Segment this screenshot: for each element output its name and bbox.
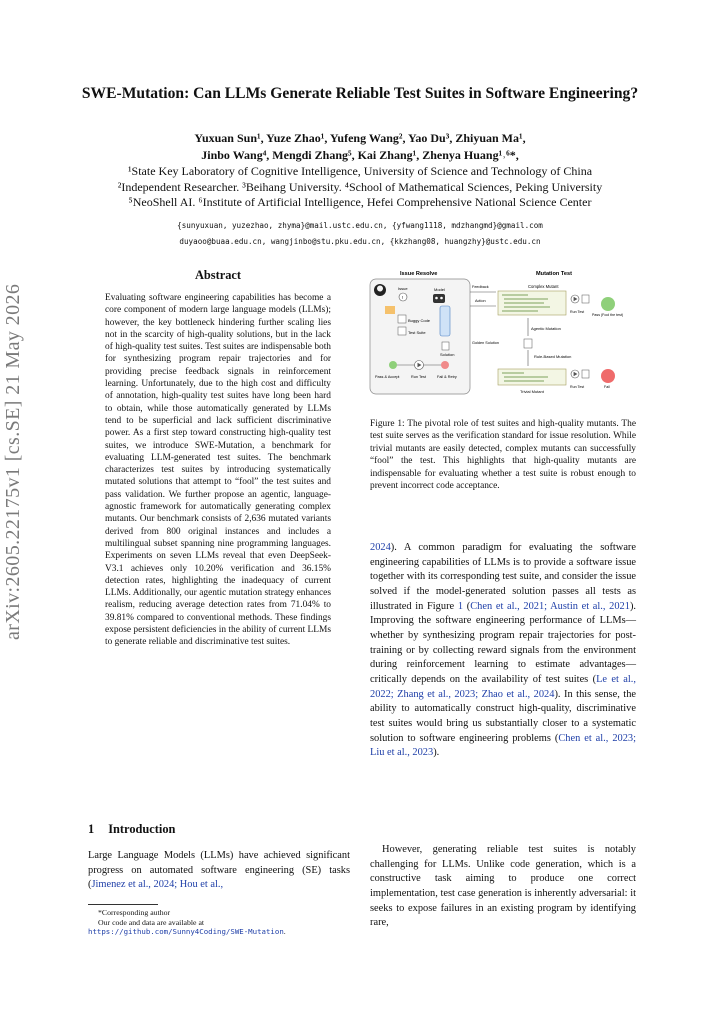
intro-left-paragraph <box>88 849 350 893</box>
affiliation-line-1: ¹State Key Laboratory of Cognitive Intelligence, University of Science and Technology of China <box>127 164 593 178</box>
figure-label-fail: Fail <box>604 385 610 389</box>
checklist-icon-2 <box>582 370 589 378</box>
github-icon-face <box>377 286 383 292</box>
figure-label-run-test-2: Run Test <box>570 310 585 314</box>
footnotes <box>88 908 350 937</box>
figure-label-golden-solution: Golden Solution <box>472 341 500 345</box>
figure-1-caption: Figure 1: The pivotal role of test suites and high-quality mutants. The test suite serves as the verification standard for issue resolution. While trivial mutants are easily detected, complex mutants can successfully “fool” the test. This highlights that high-quality mutants are indispensable for evaluating whether a test suite is robust enough to prevent incorrect code acceptance. <box>370 419 636 492</box>
figure-label-buggy-code: Buggy Code <box>408 318 431 323</box>
pass-check-icon <box>601 297 615 311</box>
footnote-code <box>88 918 350 937</box>
figure-label-fail-retry: Fail & Retry <box>437 375 457 379</box>
paper-title: SWE-Mutation: Can LLMs Generate Reliable Test Suites in Software Engineering? <box>81 85 639 102</box>
authors-line-1: Yuxuan Sun¹, Yuze Zhao¹, Yufeng Wang², Yao Du³, Zhiyuan Ma¹, <box>194 131 526 145</box>
model-stack-icon <box>440 306 450 336</box>
intro-text: ). Improving the software engineering performance of LLMs—whether by synthesizing program repair trajectories for post-training or by collecting reward signals from the environment during reinforcement learning to estimate advantages—critically depends on the availability of test suites ( <box>370 600 637 685</box>
pass-indicator <box>389 361 397 369</box>
figure-label-feedback: Feedback <box>472 285 489 289</box>
section-title: Introduction <box>108 822 176 836</box>
robot-model-icon <box>433 294 445 303</box>
folder-icon <box>385 306 395 314</box>
figure-label-rule-based-mutation: Rule-Based Mutation <box>534 354 572 359</box>
figure-1 <box>368 266 640 410</box>
citation-link[interactable]: Chen et al., 2021; Austin et al., 2021 <box>470 600 630 612</box>
buggy-code-icon <box>398 315 406 323</box>
golden-solution-icon <box>524 339 532 348</box>
test-suite-icon <box>398 327 406 335</box>
intro-text: ( <box>463 600 471 612</box>
intro-text: ). A common paradigm for evaluating the software engineering capabilities of LLMs is to provide a software issue together with its corresponding test suite, and consider the issue solved if the model-generated solution passes all tests as illustrated in Figure <box>370 542 636 612</box>
figure-ref-link[interactable]: 1 <box>457 600 464 612</box>
robot-eye-right <box>440 297 443 300</box>
figure-label-run-test: Run Test <box>411 375 426 379</box>
citation-link[interactable]: Chen et al., 2023; Liu et al., 2023 <box>370 732 636 759</box>
solution-icon <box>442 342 449 350</box>
author-emails <box>60 218 660 249</box>
section-heading-introduction <box>88 822 175 837</box>
figure-label-action: Action <box>475 299 486 303</box>
footnote-code-prefix: Our code and data are available at <box>98 917 205 927</box>
email-line-1: {sunyuxuan, yuzezhao, zhyma}@mail.ustc.edu.cn, {yfwang1118, mdzhangmd}@gmail.com <box>177 221 543 230</box>
figure-label-test-suite: Test Suite <box>408 330 426 335</box>
intro-right-paragraph-2: However, generating reliable test suites is notably challenging for LLMs. Unlike code generation, which is a constructive task aiming to produce one correct implementation, test case generation is inherently adversarial: it seeks to expose failures in an existing program by identifying rare, <box>370 844 636 929</box>
affiliations <box>10 164 710 211</box>
issue-icon-glyph: ! <box>402 295 404 300</box>
robot-eye-left <box>435 297 438 300</box>
arxiv-identifier: arXiv:2605.22175v1 [cs.SE] 21 May 2026 <box>2 283 24 640</box>
citation-link[interactable]: Jimenez et al., 2024; Hou et al., <box>91 879 224 891</box>
figure-label-pass-fool: Pass (Fool the test) <box>592 313 624 317</box>
intro-right-paragraph-1 <box>370 541 636 761</box>
abstract-heading: Abstract <box>194 268 242 282</box>
checklist-icon <box>582 295 589 303</box>
intro-text: ). In this sense, the ability to automatically construct high-quality, discriminative test suites would bring us substantially closer to a systematic solution to software engineering problems ( <box>370 688 636 744</box>
intro-text: ). <box>433 747 440 759</box>
abstract-body: Evaluating software engineering capabilities has become a core component of modern large language models (LLMs); however, the key bottleneck hindering further scaling lies not in the scarcity of high-quality solutions, but in the lack of high-quality test suites. Test suites are indispensable both for synthesizing program repair trajectories and for providing precise feedback signals in reinforcement learning. Unfortunately, due to the high cost and difficulty of annotation, high-quality test suites have long been hard to obtain, while those automatically generated by LLMs tend to be superficial and lack sufficient discriminative power. As a first step toward constructing high-quality test suites, we introduce SWE-Mutation, a benchmark for evaluating LLM-generated test suites. The benchmark characterizes test suites by introducing systematically mutated solutions that attempt to “fool” the test suites and pass validation. We further propose an agentic, language-agnostic framework for automatically generating complex mutants. Our benchmark consists of 2,636 mutated variants derived from 800 original instances and includes a multilingual subset spanning nine programming languages. Experiments on seven LLMs reveal that even DeepSeek-V3.1 achieves only 10.20% verification and 36.15% detection rates, highlighting the inadequacy of current LLMs. Additionally, our agentic mutation strategy enhances realism, reducing average detection rates from 71.04% to 39.81% compared to conventional methods. These findings expose persistent deficiencies in the ability of current LLMs to generate reliable and discriminative test suites. <box>105 293 331 648</box>
figure-label-mutation-test: Mutation Test <box>536 271 572 277</box>
footnote-corresponding: *Corresponding author <box>98 908 171 917</box>
figure-label-trivial-mutant: Trivial Mutant <box>520 389 544 394</box>
figure-label-solution: Solution <box>440 352 455 357</box>
citation-link[interactable]: 2024 <box>370 542 391 553</box>
footnote-divider <box>88 904 158 905</box>
figure-label-complex-mutant: Complex Mutant <box>528 284 559 289</box>
citation-link[interactable]: Le et al., 2022; Zhang et al., 2023; Zhao et al., 2024 <box>370 673 636 700</box>
author-list <box>40 130 680 163</box>
figure-label-pass-accept: Pass & Accept <box>375 375 400 379</box>
authors-line-2: Jinbo Wang⁴, Mengdi Zhang⁵, Kai Zhang¹, Zhenya Huang¹˒⁶*, <box>201 147 519 162</box>
figure-label-issue-resolve: Issue Resolve <box>400 271 438 277</box>
footnote-code-suffix: . <box>283 927 286 936</box>
affiliation-line-3: ⁵NeoShell AI. ⁶Institute of Artificial Intelligence, Hefei Comprehensive National Science Center <box>128 195 592 209</box>
affiliation-line-2: ²Independent Researcher. ³Beihang University. ⁴School of Mathematical Sciences, Peking University <box>117 179 603 194</box>
figure-label-agentic-mutation: Agentic Mutation <box>531 326 561 331</box>
figure-label-issue: Issue <box>398 286 408 291</box>
fail-indicator <box>441 361 449 369</box>
fail-cross-icon <box>601 369 615 383</box>
figure-label-model: Model <box>434 287 445 292</box>
figure-label-run-test-3: Run Test <box>570 385 585 389</box>
intro-left-text: Large Language Models (LLMs) have achieved significant progress on automated software engineering (SE) tasks ( <box>88 850 350 891</box>
email-line-2: duyaoo@buaa.edu.cn, wangjinbo@stu.pku.edu.cn, {kkzhang08, huangzhy}@ustc.edu.cn <box>179 236 541 246</box>
section-number: 1 <box>88 822 95 836</box>
code-url-link[interactable]: https://github.com/Sunny4Coding/SWE-Mutation <box>88 927 284 936</box>
